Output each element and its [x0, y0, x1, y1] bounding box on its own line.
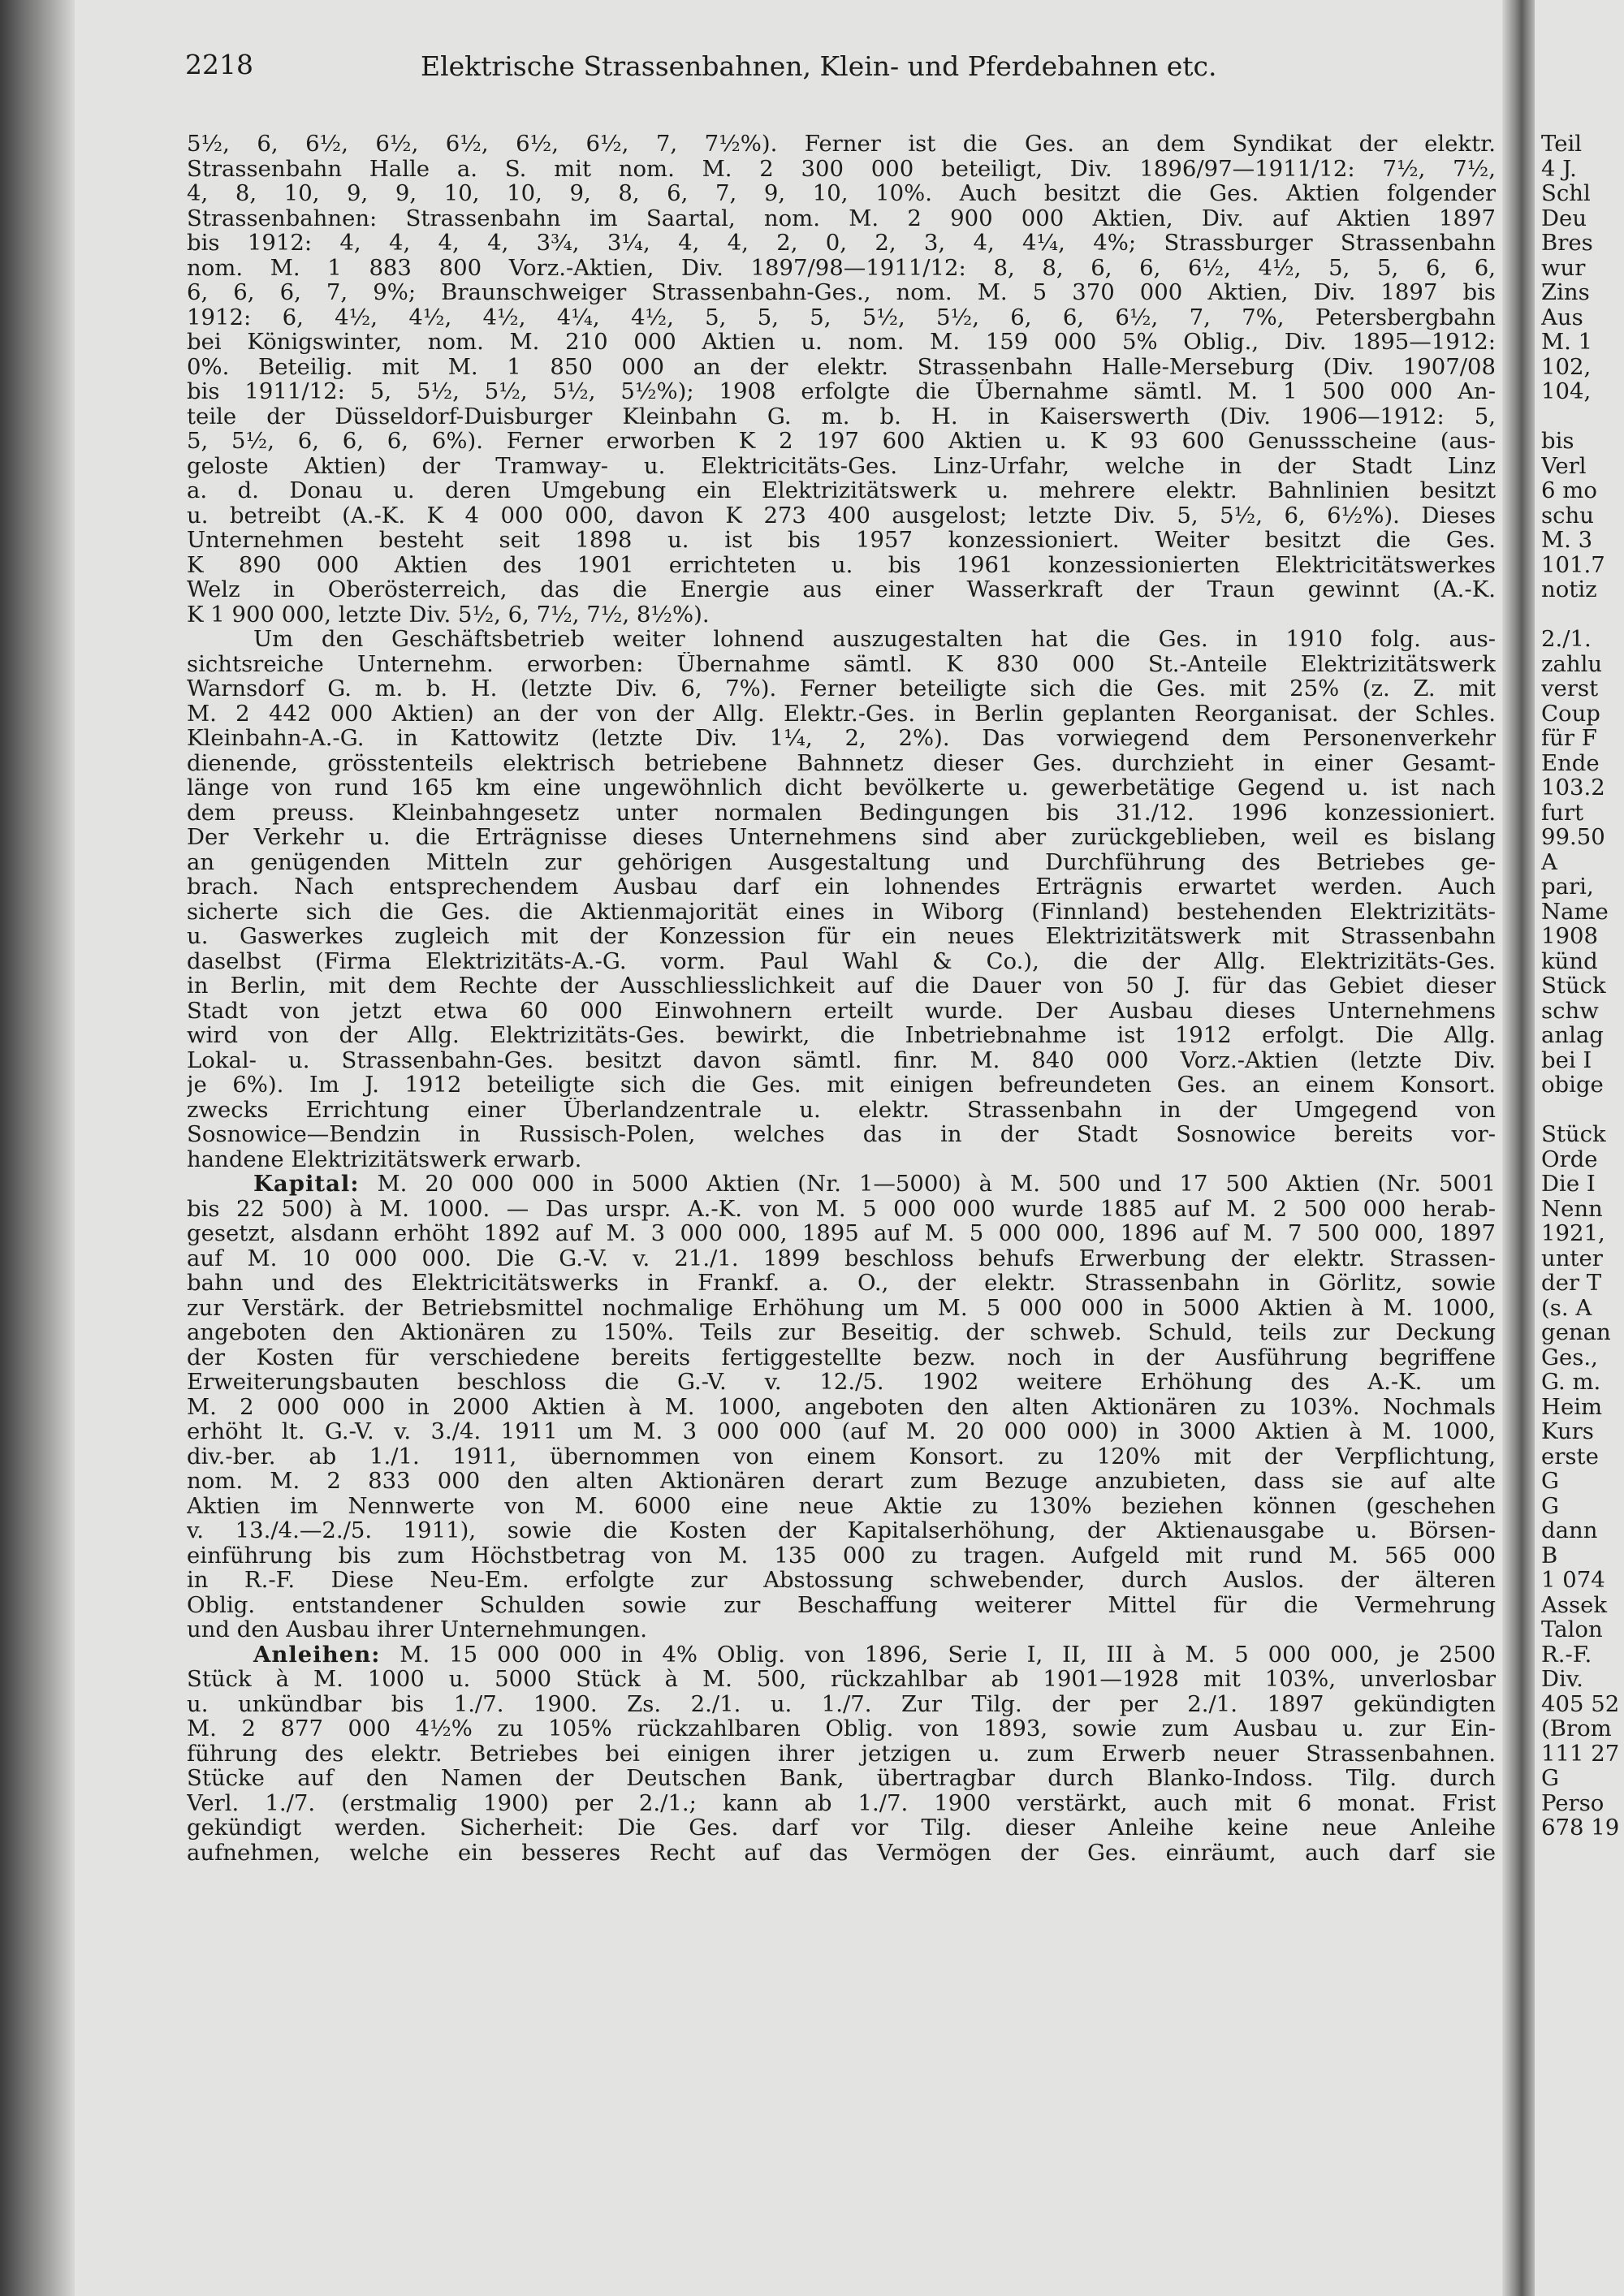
text-line — [187, 181, 1496, 206]
line-text: sichtsreiche Unternehm. erworben: Übernahme sämtl. K 830 000 St.-Anteile Elektrizitätswerk — [187, 651, 1496, 676]
page-header — [185, 49, 1484, 93]
line-text: Welz in Oberösterreich, das die Energie aus einer Wasserkraft der Traun gewinnt (A.-K. — [187, 577, 1496, 602]
text-line — [187, 1642, 1496, 1668]
side-text-fragment: R.-F. — [1541, 1642, 1592, 1667]
text-line — [187, 528, 1496, 553]
side-text-fragment: Talon — [1541, 1617, 1603, 1642]
line-text: Strassenbahn Halle a. S. mit nom. M. 2 300 000 beteiligt, Div. 1896/97—1911/12: 7½, 7½, — [187, 156, 1496, 181]
line-text: je 6%). Im J. 1912 beteiligte sich die Ges. mit einigen befreundeten Ges. an einem Konsort. — [187, 1072, 1496, 1098]
line-text: länge von rund 165 km eine ungewöhnlich dicht bevölkerte u. gewerbetätige Gegend u. ist nach — [187, 775, 1496, 801]
side-text-fragment: 405 52 — [1541, 1691, 1620, 1716]
side-text-fragment: bei I — [1541, 1047, 1592, 1072]
section-label: Kapital: — [253, 1172, 360, 1197]
text-line — [187, 900, 1496, 925]
text-line — [187, 157, 1496, 182]
line-text: Kleinbahn-A.-G. in Kattowitz (letzte Div. 1¼, 2, 2%). Das vorwiegend dem Personenverkehr — [187, 726, 1496, 751]
side-text-fragment: M. 1 — [1541, 330, 1593, 355]
text-line — [187, 1197, 1496, 1222]
text-line — [187, 1617, 1496, 1642]
side-text-fragment: (s. A — [1541, 1295, 1592, 1320]
line-text: bei Königswinter, nom. M. 210 000 Aktien u. nom. M. 159 000 5% Oblig., Div. 1895—1912: — [187, 330, 1496, 355]
side-text-fragment: obige — [1541, 1072, 1604, 1098]
running-title: Elektrische Strassenbahnen, Klein- und Pferdebahnen etc. — [421, 50, 1217, 82]
line-text: brach. Nach entsprechendem Ausbau darf ein lohnendes Erträgnis erwartet werden. Auch — [187, 874, 1496, 900]
line-text: sicherte sich die Ges. die Aktienmajorität eines in Wiborg (Finnland) bestehenden Elektrizitäts- — [187, 899, 1496, 924]
text-line — [187, 1370, 1496, 1395]
text-line — [187, 1444, 1496, 1470]
text-line — [187, 676, 1496, 701]
line-text: handene Elektrizitätswerk erwarb. — [187, 1146, 582, 1172]
line-text: v. 13./4.—2./5. 1911), sowie die Kosten der Kapitalserhöhung, der Aktienausgabe u. Börsen- — [187, 1518, 1496, 1543]
text-line — [187, 1048, 1496, 1073]
side-text-fragment — [1541, 602, 1624, 628]
text-line — [187, 1221, 1496, 1246]
text-line — [187, 999, 1496, 1024]
text-line — [187, 1766, 1496, 1791]
side-text-fragment: genan — [1541, 1320, 1611, 1345]
side-text-fragment: Stück — [1541, 973, 1606, 999]
side-text-fragment: Nenn — [1541, 1196, 1603, 1221]
text-line — [187, 553, 1496, 578]
text-line — [187, 949, 1496, 974]
side-text-fragment: G — [1541, 1493, 1559, 1518]
text-line — [187, 1593, 1496, 1618]
text-line — [187, 1023, 1496, 1048]
text-line — [187, 1320, 1496, 1345]
line-text: u. Gaswerkes zugleich mit der Konzession für ein neues Elektrizitätswerk mit Strassenbahn — [187, 924, 1496, 949]
text-line — [187, 874, 1496, 900]
text-line — [187, 1419, 1496, 1444]
side-text-fragment: Name — [1541, 899, 1609, 924]
line-text: gekündigt werden. Sicherheit: Die Ges. darf vor Tilg. dieser Anleihe keine neue Anleihe — [187, 1815, 1496, 1841]
line-text: gesetzt, alsdann erhöht 1892 auf M. 3 000 000, 1895 auf M. 5 000 000, 1896 auf M. 7 500 000, 1897 — [187, 1221, 1496, 1246]
line-text: in R.-F. Diese Neu-Em. erfolgte zur Abstossung schwebender, durch Auslos. der älteren — [187, 1568, 1496, 1593]
line-text: K 890 000 Aktien des 1901 errichteten u. bis 1961 konzessionierten Elektricitätswerkes — [187, 552, 1496, 577]
text-line — [187, 1296, 1496, 1321]
text-line — [187, 429, 1496, 454]
line-text: M. 2 442 000 Aktien) an der von der Allg. Elektr.-Ges. in Berlin geplanten Reorganisat. der Schles. — [187, 701, 1496, 726]
text-line — [187, 973, 1496, 999]
text-line — [187, 825, 1496, 850]
text-line — [187, 1271, 1496, 1296]
side-text-fragment: 1921, — [1541, 1221, 1605, 1246]
line-text: Oblig. entstandener Schulden sowie zur Beschaffung weiterer Mittel für die Vermehrung — [187, 1592, 1496, 1617]
line-text: K 1 900 000, letzte Div. 5½, 6, 7½, 7½, 8½%). — [187, 602, 710, 627]
text-line — [187, 132, 1496, 157]
side-text-fragment: Schl — [1541, 181, 1591, 206]
side-text-fragment: erste — [1541, 1444, 1599, 1469]
line-text: angeboten den Aktionären zu 150%. Teils zur Beseitig. der schweb. Schuld, teils zur Deckung — [187, 1320, 1496, 1345]
side-text-fragment: Stück — [1541, 1122, 1606, 1147]
text-line — [187, 231, 1496, 256]
line-text: bis 1912: 4, 4, 4, 4, 3¾, 3¼, 4, 4, 2, 0, 2, 3, 4, 4¼, 4%; Strassburger Strassenbahn — [187, 231, 1496, 256]
scan-left-margin — [0, 0, 75, 2296]
line-text: der Kosten für verschiedene bereits fertiggestellte bezw. noch in der Ausführung begriffene — [187, 1344, 1496, 1370]
line-text: Stück à M. 1000 u. 5000 Stück à M. 500, rückzahlbar ab 1901—1928 mit 103%, unverlosbar — [187, 1667, 1496, 1692]
text-line — [187, 1122, 1496, 1147]
text-line — [187, 1841, 1496, 1866]
side-text-fragment: A — [1541, 849, 1557, 874]
line-text: führung des elektr. Betriebes bei einigen ihrer jetzigen u. zum Erwerb neuer Strassenbahnen. — [187, 1741, 1496, 1766]
text-line — [187, 627, 1496, 652]
line-text: Unternehmen besteht seit 1898 u. ist bis 1957 konzessioniert. Weiter besitzt die Ges. — [187, 528, 1496, 553]
side-text-fragment: anlag — [1541, 1023, 1604, 1048]
line-text: erhöht lt. G.-V. v. 3./4. 1911 um M. 3 000 000 (auf M. 20 000 000) in 3000 Aktien à M. 1000, — [187, 1419, 1496, 1444]
line-text: Stadt von jetzt etwa 60 000 Einwohnern erteilt wurde. Der Ausbau dieses Unternehmens — [187, 998, 1496, 1023]
side-text-fragment: Zins — [1541, 280, 1590, 305]
line-text: nom. M. 1 883 800 Vorz.-Aktien, Div. 1897/98—1911/12: 8, 8, 6, 6, 6½, 4½, 5, 5, 6, 6, — [187, 255, 1496, 280]
text-line — [187, 1667, 1496, 1692]
text-line — [187, 1395, 1496, 1420]
text-line — [187, 1098, 1496, 1123]
text-line — [187, 751, 1496, 776]
side-text-fragment: pari, — [1541, 874, 1594, 900]
side-text-fragment: 103.2 — [1541, 775, 1605, 801]
side-text-fragment: M. 3 — [1541, 528, 1593, 553]
line-text: 5½, 6, 6½, 6½, 6½, 6½, 6½, 7, 7½%). Ferner ist die Ges. an dem Syndikat der elektr. — [187, 132, 1496, 157]
side-text-fragment: 111 27 — [1541, 1741, 1620, 1766]
side-text-fragment: verst — [1541, 676, 1599, 701]
line-text: zwecks Errichtung einer Überlandzentrale u. elektr. Strassenbahn in der Umgegend von — [187, 1097, 1496, 1122]
side-text-fragment: (Brom — [1541, 1716, 1612, 1741]
text-line — [187, 652, 1496, 677]
text-line — [187, 1543, 1496, 1569]
line-text: M. 20 000 000 in 5000 Aktien (Nr. 1—5000) à M. 500 und 17 500 Aktien (Nr. 5001 — [359, 1172, 1496, 1197]
line-text: 6, 6, 6, 7, 9%; Braunschweiger Strassenbahn-Ges., nom. M. 5 370 000 Aktien, Div. 1897 bis — [187, 280, 1496, 305]
side-text-fragment: Orde — [1541, 1146, 1598, 1172]
side-text-fragment: B — [1541, 1543, 1558, 1568]
text-line — [187, 1716, 1496, 1741]
line-text: an genügenden Mitteln zur gehörigen Ausgestaltung und Durchführung des Betriebes ge- — [187, 849, 1496, 874]
line-text: Stücke auf den Namen der Deutschen Bank, übertragbar durch Blanko-Indoss. Tilg. durch — [187, 1766, 1496, 1791]
line-text: Verl. 1./7. (erstmalig 1900) per 2./1.; kann ab 1./7. 1900 verstärkt, auch mit 6 monat. Frist — [187, 1790, 1496, 1815]
section-label: Anleihen: — [253, 1642, 381, 1667]
side-text-fragment: der T — [1541, 1271, 1602, 1296]
line-text: aufnehmen, welche ein besseres Recht auf das Vermögen der Ges. einräumt, auch darf sie — [187, 1840, 1496, 1865]
side-text-fragment: Teil — [1541, 132, 1583, 157]
side-text-fragment — [1541, 404, 1624, 429]
text-line — [187, 1172, 1496, 1197]
text-line — [187, 1147, 1496, 1172]
text-line — [187, 1345, 1496, 1370]
line-text: teile der Düsseldorf-Duisburger Kleinbahn G. m. b. H. in Kaiserswerth (Div. 1906—1912: 5, — [187, 404, 1496, 429]
line-text: 5, 5½, 6, 6, 6, 6%). Ferner erworben K 2 197 600 Aktien u. K 93 600 Genussscheine (aus- — [187, 429, 1496, 454]
line-text: M. 15 000 000 in 4% Oblig. von 1896, Serie I, II, III à M. 5 000 000, je 2500 — [380, 1642, 1496, 1667]
text-line — [187, 305, 1496, 330]
line-text: einführung bis zum Höchstbetrag von M. 135 000 zu tragen. Aufgeld mit rund M. 565 000 — [187, 1543, 1496, 1568]
text-line — [187, 1469, 1496, 1494]
line-text: u. unkündbar bis 1./7. 1900. Zs. 2./1. u. 1./7. Zur Tilg. der per 2./1. 1897 gekündigten — [187, 1691, 1496, 1716]
side-text-fragment: 6 mo — [1541, 478, 1597, 503]
adjacent-page-column-fragment — [1541, 132, 1624, 2283]
text-line — [187, 280, 1496, 305]
line-text: 0%. Beteilig. mit M. 1 850 000 an der elektr. Strassenbahn Halle-Merseburg (Div. 1907/08 — [187, 354, 1496, 379]
text-line — [187, 1791, 1496, 1816]
line-text: M. 2 000 000 in 2000 Aktien à M. 1000, angeboten den alten Aktionären zu 103%. Nochmals — [187, 1394, 1496, 1419]
text-line — [187, 1072, 1496, 1098]
line-text: geloste Aktien) der Tramway- u. Elektricitäts-Ges. Linz-Urfahr, welche in der Stadt Linz — [187, 453, 1496, 478]
text-line — [187, 256, 1496, 281]
line-text: und den Ausbau ihrer Unternehmungen. — [187, 1617, 647, 1642]
line-text: Aktien im Nennwerte von M. 6000 eine neue Aktie zu 130% beziehen können (geschehen — [187, 1493, 1496, 1518]
text-line — [187, 1568, 1496, 1593]
text-line — [187, 775, 1496, 801]
line-text: Strassenbahnen: Strassenbahn im Saartal, nom. M. 2 900 000 Aktien, Div. auf Aktien 1897 — [187, 205, 1496, 231]
side-text-fragment: schu — [1541, 503, 1594, 528]
side-text-fragment: Coup — [1541, 701, 1600, 726]
text-line — [187, 924, 1496, 949]
text-line — [187, 330, 1496, 355]
line-text: bis 22 500) à M. 1000. — Das urspr. A.-K. von M. 5 000 000 wurde 1885 auf M. 2 500 000 herab- — [187, 1196, 1496, 1221]
side-text-fragment: Ende — [1541, 750, 1600, 775]
side-text-fragment: Perso — [1541, 1790, 1605, 1815]
line-text: dienende, grösstenteils elektrisch betriebene Bahnnetz dieser Ges. durchzieht in einer Gesamt- — [187, 750, 1496, 775]
line-text: daselbst (Firma Elektrizitäts-A.-G. vorm. Paul Wahl & Co.), die der Allg. Elektrizitäts-Ges. — [187, 948, 1496, 973]
side-text-fragment: 1908 — [1541, 924, 1598, 949]
scan-gutter-shadow — [1502, 0, 1535, 2296]
side-text-fragment: bis — [1541, 429, 1574, 454]
side-text-fragment: 4 J. — [1541, 156, 1577, 181]
text-line — [187, 355, 1496, 380]
line-text: Erweiterungsbauten beschloss die G.-V. v. 12./5. 1902 weitere Erhöhung des A.-K. um — [187, 1370, 1496, 1395]
side-text-fragment: G — [1541, 1766, 1559, 1791]
side-text-fragment: Ges., — [1541, 1344, 1598, 1370]
line-text: 1912: 6, 4½, 4½, 4½, 4¼, 4½, 5, 5, 5, 5½, 5½, 6, 6, 6½, 7, 7%, Petersbergbahn — [187, 304, 1496, 330]
text-line — [187, 1518, 1496, 1543]
line-text: Warnsdorf G. m. b. H. (letzte Div. 6, 7%). Ferner beteiligte sich die Ges. mit 25% (z. Z. mit — [187, 676, 1496, 701]
line-text: div.-ber. ab 1./1. 1911, übernommen von einem Konsort. zu 120% mit der Verpflichtung, — [187, 1444, 1496, 1469]
side-text-fragment — [1541, 1098, 1624, 1123]
side-text-fragment: 2./1. — [1541, 627, 1592, 652]
text-line — [187, 850, 1496, 875]
side-text-fragment: wur — [1541, 255, 1586, 280]
line-text: bahn und des Elektricitätswerks in Frankf. a. O., der elektr. Strassenbahn in Görlitz, sowie — [187, 1271, 1496, 1296]
side-text-fragment: Aus — [1541, 304, 1583, 330]
text-line — [187, 1741, 1496, 1767]
text-line — [187, 1815, 1496, 1841]
line-text: Lokal- u. Strassenbahn-Ges. besitzt davon sämtl. finr. M. 840 000 Vorz.-Aktien (letzte Div. — [187, 1047, 1496, 1072]
side-text-fragment: 99.50 — [1541, 825, 1605, 850]
side-text-fragment: 101.7 — [1541, 552, 1605, 577]
text-line — [187, 701, 1496, 727]
side-text-fragment: 1 074 — [1541, 1568, 1605, 1593]
side-text-fragment: furt — [1541, 800, 1584, 825]
line-text: wird von der Allg. Elektrizitäts-Ges. bewirkt, die Inbetriebnahme ist 1912 erfolgt. Die Allg. — [187, 1023, 1496, 1048]
side-text-fragment: 102, — [1541, 354, 1592, 379]
line-text: Um den Geschäftsbetrieb weiter lohnend auszugestalten hat die Ges. in 1910 folg. aus- — [253, 627, 1496, 652]
line-text: nom. M. 2 833 000 den alten Aktionären derart zum Bezuge anzubieten, dass sie auf alte — [187, 1469, 1496, 1494]
side-text-fragment: Bres — [1541, 231, 1593, 256]
text-line — [187, 577, 1496, 602]
text-line — [187, 404, 1496, 429]
side-text-fragment: Verl — [1541, 453, 1587, 478]
side-text-fragment: Kurs — [1541, 1419, 1594, 1444]
line-text: zur Verstärk. der Betriebsmittel nochmalige Erhöhung um M. 5 000 000 in 5000 Aktien à M. 1000, — [187, 1295, 1496, 1320]
main-text-column — [187, 132, 1496, 2283]
page-number: 2218 — [185, 49, 253, 80]
side-text-fragment: unter — [1541, 1245, 1603, 1271]
text-line — [187, 801, 1496, 826]
side-text-fragment: G — [1541, 1469, 1559, 1494]
side-text-fragment: schw — [1541, 998, 1599, 1023]
text-line — [187, 454, 1496, 479]
text-line — [187, 1692, 1496, 1717]
side-text-fragment: Die I — [1541, 1172, 1596, 1197]
side-text-fragment: Assek — [1541, 1592, 1608, 1617]
text-line — [187, 726, 1496, 751]
side-text-fragment: künd — [1541, 948, 1598, 973]
side-text-fragment: für F — [1541, 726, 1597, 751]
text-line — [187, 206, 1496, 231]
line-text: M. 2 877 000 4½% zu 105% rückzahlbaren Oblig. von 1893, sowie zum Ausbau u. zur Ein- — [187, 1716, 1496, 1741]
line-text: 4, 8, 10, 9, 9, 10, 10, 9, 8, 6, 7, 9, 10, 10%. Auch besitzt die Ges. Aktien folgender — [187, 181, 1496, 206]
side-text-fragment: 104, — [1541, 379, 1592, 404]
line-text: auf M. 10 000 000. Die G.-V. v. 21./1. 1899 beschloss behufs Erwerbung der elektr. Strassen- — [187, 1245, 1496, 1271]
side-text-fragment: notiz — [1541, 577, 1597, 602]
text-line — [187, 379, 1496, 404]
side-text-fragment: dann — [1541, 1518, 1598, 1543]
text-line — [187, 602, 1496, 628]
text-line — [187, 1246, 1496, 1271]
side-text-fragment: zahlu — [1541, 651, 1603, 676]
line-text: dem preuss. Kleinbahngesetz unter normalen Bedingungen bis 31./12. 1996 konzessioniert. — [187, 800, 1496, 825]
line-text: u. betreibt (A.-K. K 4 000 000, davon K 273 400 ausgelost; letzte Div. 5, 5½, 6, 6½%). Dieses — [187, 503, 1496, 528]
line-text: Sosnowice—Bendzin in Russisch-Polen, welches das in der Stadt Sosnowice bereits vor- — [187, 1122, 1496, 1147]
side-text-fragment: Heim — [1541, 1394, 1603, 1419]
line-text: a. d. Donau u. deren Umgebung ein Elektrizitätswerk u. mehrere elektr. Bahnlinien besitzt — [187, 478, 1496, 503]
text-line — [187, 503, 1496, 529]
text-line — [187, 1494, 1496, 1519]
text-line — [187, 478, 1496, 503]
side-text-fragment: Deu — [1541, 205, 1587, 231]
line-text: bis 1911/12: 5, 5½, 5½, 5½, 5½%); 1908 erfolgte die Übernahme sämtl. M. 1 500 000 An- — [187, 379, 1496, 404]
side-text-fragment: Div. — [1541, 1667, 1583, 1692]
line-text: Der Verkehr u. die Erträgnisse dieses Unternehmens sind aber zurückgeblieben, weil es bislang — [187, 825, 1496, 850]
side-text-fragment: G. m. — [1541, 1370, 1601, 1395]
side-text-fragment: 678 19 — [1541, 1815, 1620, 1841]
line-text: in Berlin, mit dem Rechte der Ausschliesslichkeit auf die Dauer von 50 J. für das Gebiet dieser — [187, 973, 1496, 999]
